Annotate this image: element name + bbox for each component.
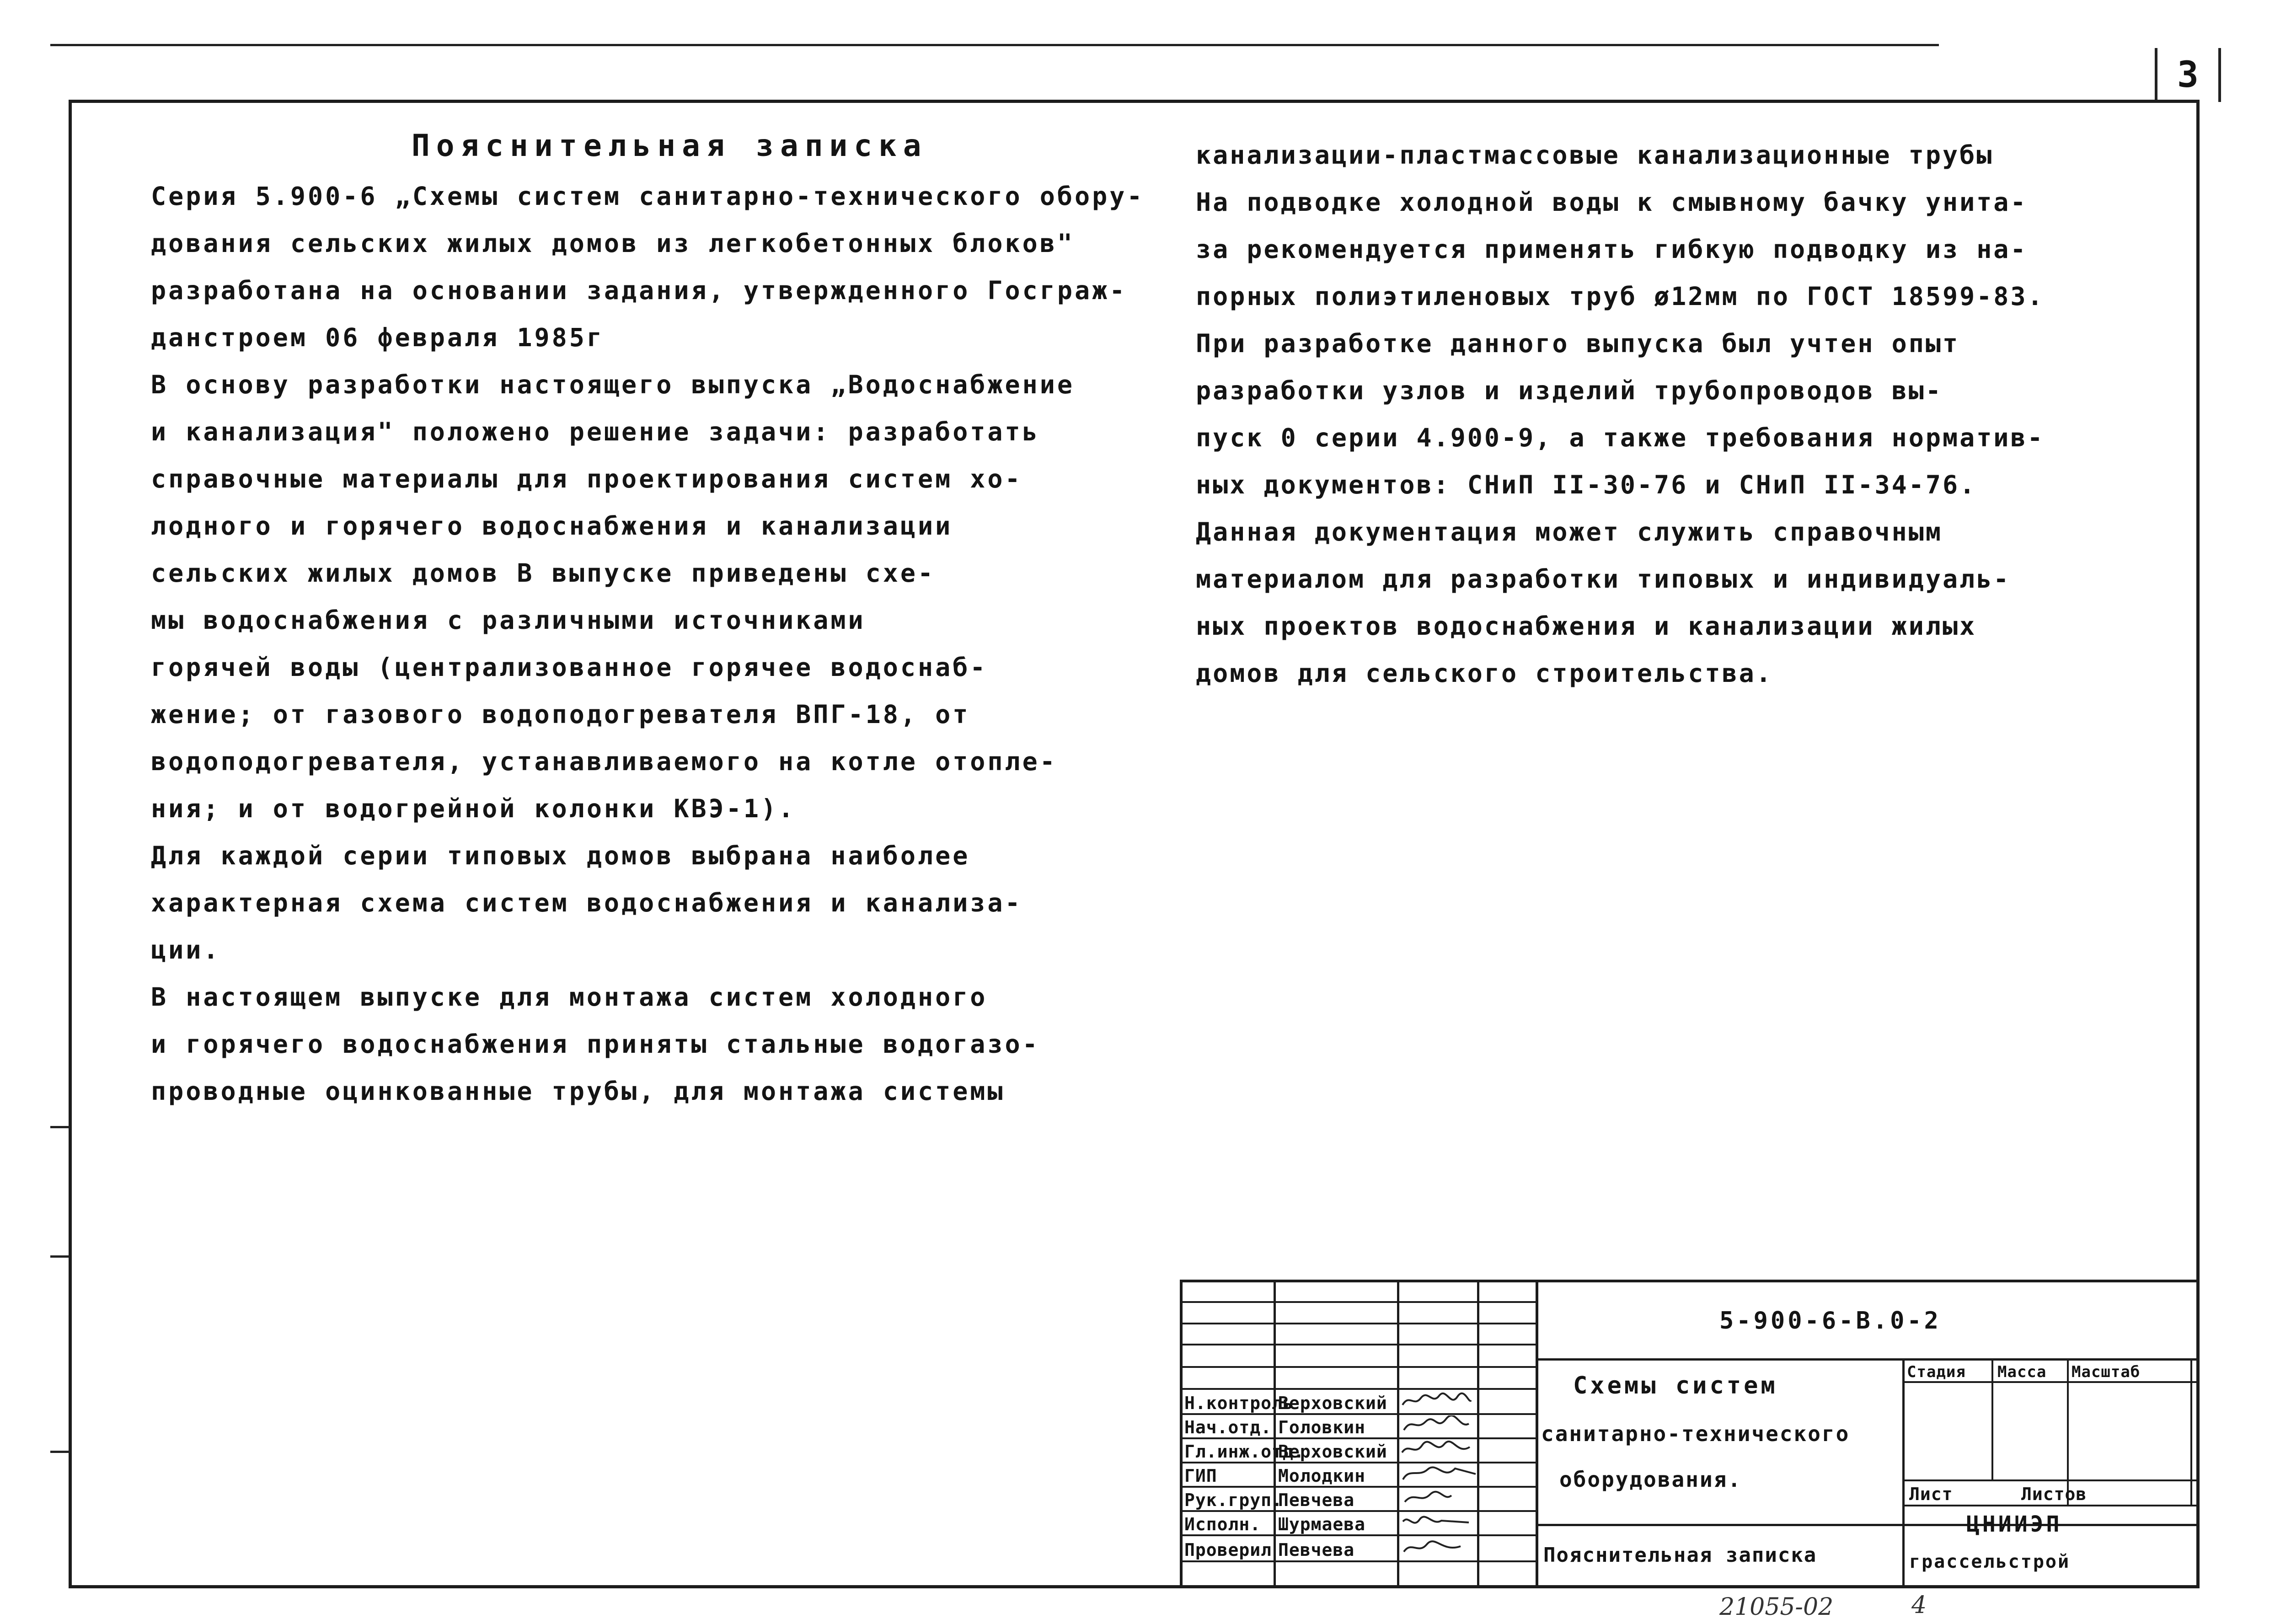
text-line: В основу разработки настоящего выпуска „Водоснабжение <box>151 370 1075 399</box>
column-header: Масса <box>1997 1363 2047 1381</box>
text-line: пуск 0 серии 4.900-9, а также требования норматив- <box>1196 423 2045 452</box>
staff-role: Исполн. <box>1184 1514 1261 1534</box>
text-line: Данная документация может служить справочным <box>1196 517 1943 547</box>
title-line: оборудования. <box>1559 1467 1742 1492</box>
text-line: за рекомендуется применять гибкую подводку из на- <box>1196 235 2028 264</box>
grid-line <box>1180 1366 1536 1368</box>
grid-line <box>1902 1358 1905 1588</box>
grid-line <box>1902 1505 2200 1506</box>
signature-mark <box>1400 1440 1473 1458</box>
signature-mark <box>1400 1488 1455 1506</box>
archive-number: 21055-02 <box>1719 1593 1834 1621</box>
text-line: данстроем 06 февраля 1985г <box>151 323 604 352</box>
grid-line <box>1180 1413 1536 1415</box>
column-header: Листов <box>2021 1484 2087 1504</box>
signature-mark <box>1400 1464 1478 1482</box>
staff-name: Молодкин <box>1278 1466 1366 1486</box>
grid-line <box>1536 1524 2200 1526</box>
left-text-column <box>151 173 1144 1115</box>
text-line: характерная схема систем водоснабжения и канализа- <box>151 888 1022 917</box>
text-line: горячей воды (централизованное горячее водоснаб- <box>151 653 988 682</box>
text-line: и канализация" положено решение задачи: разработать <box>151 417 1040 446</box>
binding-tick <box>50 1451 70 1453</box>
text-line: лодного и горячего водоснабжения и канализации <box>151 511 953 541</box>
sheet-name: Пояснительная записка <box>1543 1544 1817 1567</box>
signature-mark <box>1400 1538 1464 1556</box>
text-line: справочные материалы для проектирования систем хо- <box>151 464 1022 493</box>
staff-role: Нач.отд. <box>1184 1417 1272 1437</box>
text-line: ния; и от водогрейной колонки КВЭ-1). <box>151 794 796 823</box>
text-line: и горячего водоснабжения приняты стальные водогазо- <box>151 1029 1040 1059</box>
staff-name: Верховский <box>1278 1442 1387 1462</box>
text-line: ных проектов водоснабжения и канализации жилых <box>1196 611 1977 641</box>
text-line: дования сельских жилых домов из легкобетонных блоков" <box>151 229 1075 258</box>
grid-line <box>1180 1323 1536 1324</box>
grid-line <box>1180 1462 1536 1463</box>
text-line: порных полиэтиленовых труб ø12мм по ГОСТ 18599-83. <box>1196 282 2045 311</box>
grid-line <box>1180 1344 1536 1345</box>
text-line: При разработке данного выпуска был учтен опыт <box>1196 329 1960 358</box>
document-code: 5-900-6-В.0-2 <box>1719 1307 1941 1335</box>
grid-line <box>2067 1358 2069 1505</box>
staff-name: Головкин <box>1278 1417 1366 1437</box>
staff-role: Гл.инж.отд. <box>1184 1442 1305 1462</box>
grid-line <box>2190 1358 2192 1505</box>
column-header: Масштаб <box>2072 1363 2141 1381</box>
grid-line <box>1902 1479 2200 1481</box>
grid-line <box>1477 1280 1479 1588</box>
staff-name: Певчева <box>1278 1540 1355 1560</box>
text-line: водоподогревателя, устанавливаемого на котле отопле- <box>151 747 1057 776</box>
grid-line <box>1180 1388 1536 1390</box>
organization-name: ЦНИИЭП <box>1966 1511 2062 1537</box>
staff-role: Н.контроль <box>1184 1393 1294 1413</box>
signature-mark <box>1400 1391 1473 1410</box>
grid-line <box>1180 1437 1536 1439</box>
text-line: разработана на основании задания, утвержденного Госграж- <box>151 276 1127 305</box>
grid-line <box>1180 1301 1536 1303</box>
staff-name: Шурмаева <box>1278 1514 1366 1534</box>
staff-role: ГИП <box>1184 1466 1217 1486</box>
title-block-border <box>1180 1280 2200 1282</box>
text-line: На подводке холодной воды к смывному бачку унита- <box>1196 188 2028 217</box>
grid-line <box>1536 1358 2200 1361</box>
text-line: домов для сельского строительства. <box>1196 659 1773 688</box>
top-rule <box>50 44 1939 46</box>
grid-line <box>1397 1280 1399 1588</box>
text-line: В настоящем выпуске для монтажа систем холодного <box>151 982 988 1012</box>
title-line: санитарно-технического <box>1541 1421 1850 1446</box>
right-text-column <box>1196 132 2045 697</box>
text-line: канализации-пластмассовые канализационные трубы <box>1196 140 1994 170</box>
grid-line <box>1180 1560 1536 1562</box>
staff-name: Верховский <box>1278 1393 1387 1413</box>
text-line: ных документов: СНиП II-30-76 и СНиП II-34-76. <box>1196 470 1977 499</box>
staff-role: Рук.груп. <box>1184 1490 1283 1510</box>
grid-line <box>1180 1510 1536 1512</box>
column-header: Лист <box>1909 1484 1953 1504</box>
text-line: разработки узлов и изделий трубопроводов вы- <box>1196 376 1943 405</box>
grid-line <box>1180 1534 1536 1536</box>
text-line: мы водоснабжения с различными источниками <box>151 606 866 635</box>
text-line: жение; от газового водоподогревателя ВПГ-18, от <box>151 700 970 729</box>
staff-role: Проверил <box>1184 1540 1272 1560</box>
title-line: Схемы систем <box>1573 1372 1778 1399</box>
organization-subtitle: грассельстрой <box>1909 1551 2071 1572</box>
staff-name: Певчева <box>1278 1490 1355 1510</box>
title-block-border <box>1180 1280 1183 1588</box>
signature-mark <box>1400 1415 1473 1434</box>
grid-line <box>1991 1358 1993 1479</box>
archive-suffix: 4 <box>1911 1592 1927 1619</box>
page-title: Пояснительная записка <box>412 128 928 163</box>
grid-line <box>1274 1280 1276 1588</box>
grid-line <box>1536 1280 1538 1588</box>
binding-tick <box>50 1126 70 1128</box>
grid-line <box>1902 1381 2200 1383</box>
text-line: Серия 5.900-6 „Схемы систем санитарно-технического обору- <box>151 182 1145 211</box>
column-header: Стадия <box>1907 1363 1966 1381</box>
signature-mark <box>1400 1512 1473 1531</box>
grid-line <box>1180 1486 1536 1488</box>
sheet-number: 3 <box>2155 48 2221 102</box>
text-line: сельских жилых домов В выпуске приведены схе- <box>151 558 936 588</box>
text-line: ции. <box>151 935 221 965</box>
text-line: материалом для разработки типовых и индивидуаль- <box>1196 564 2011 594</box>
text-line: проводные оцинкованные трубы, для монтажа системы <box>151 1077 1005 1106</box>
text-line: Для каждой серии типовых домов выбрана наиболее <box>151 841 970 870</box>
binding-tick <box>50 1255 70 1258</box>
